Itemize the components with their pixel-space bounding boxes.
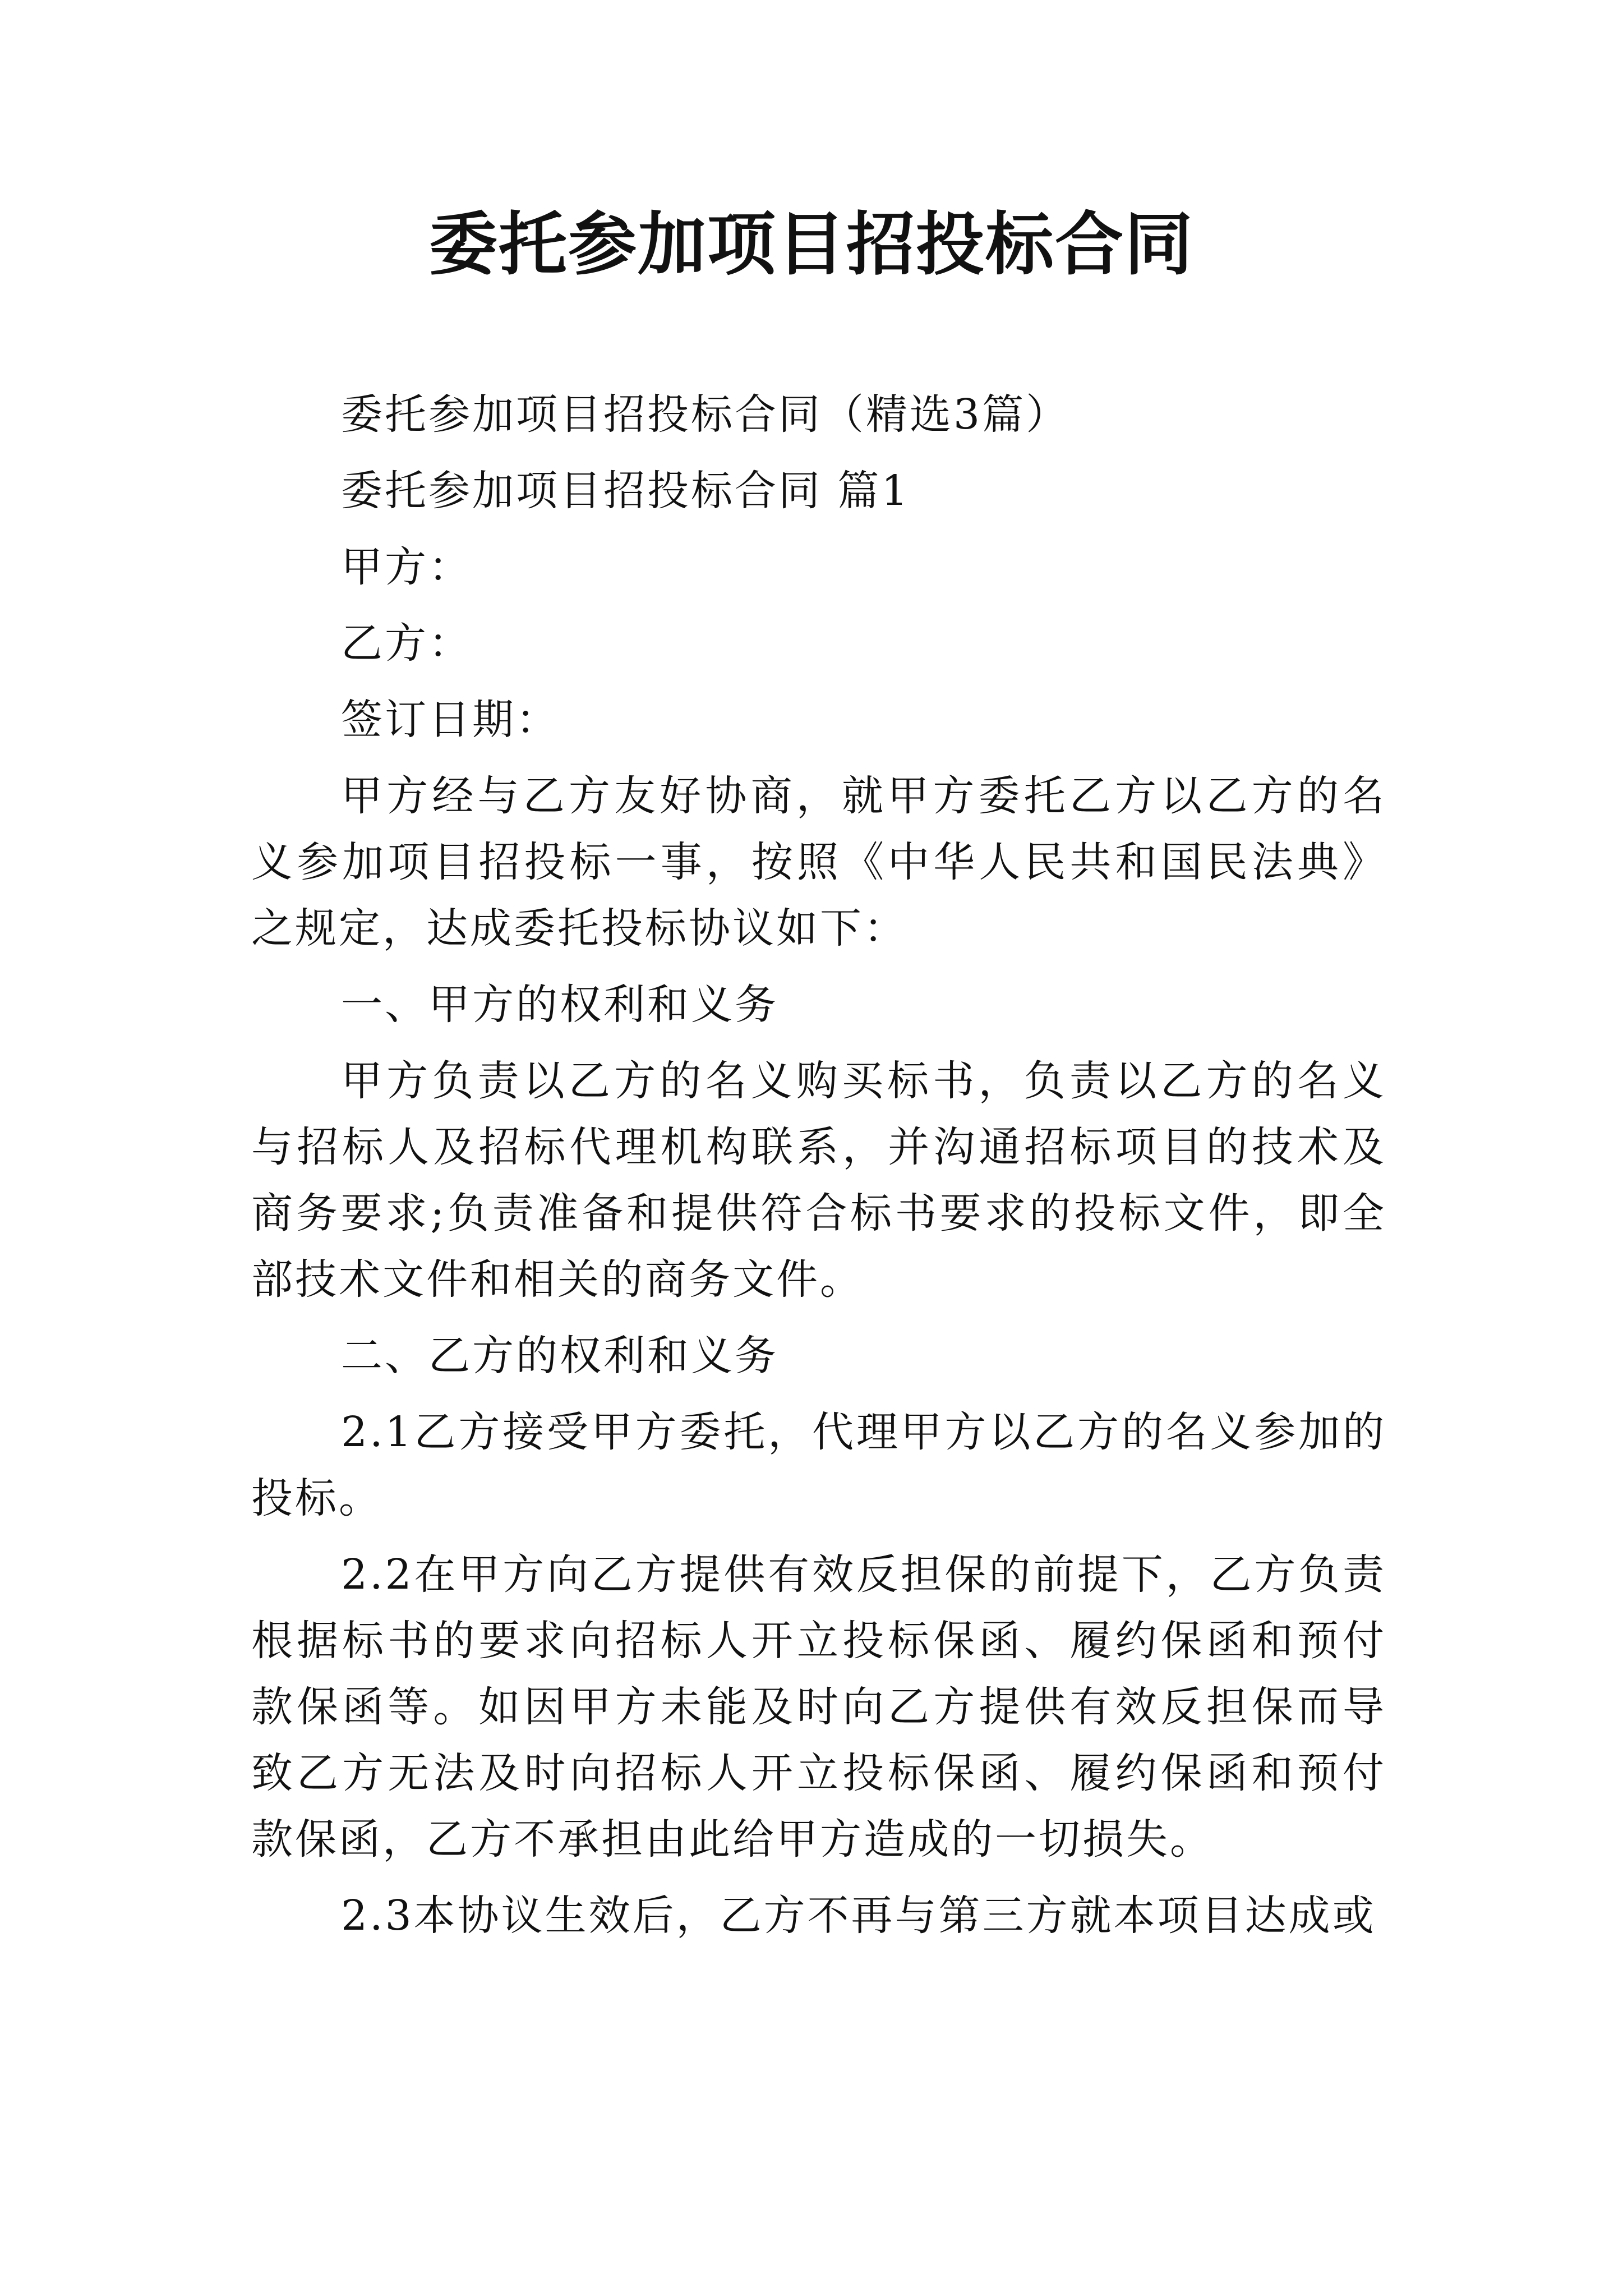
paragraph-section-heading: 委托参加项目招投标合同 篇1 bbox=[341, 467, 910, 515]
paragraph-clause-2-2: 2.2在甲方向乙方提供有效反担保的前提下，乙方负责根据标书的要求向招标人开立投标保函、履约保函和预付款保函等。如因甲方未能及时向乙方提供有效反担保而导致乙方无法及时向招标人开立投标保函、履约保函和预付款保函，乙方不承担由此给甲方造成的一切损失。 bbox=[251, 1550, 1386, 1864]
paragraph-party-a-duties: 甲方负责以乙方的名义购买标书，负责以乙方的名义与招标人及招标代理机构联系，并沟通招标项目的技术及商务要求;负责准备和提供符合标书要求的投标文件，即全部技术文件和相关的商务文件。 bbox=[251, 1057, 1386, 1304]
paragraph-party-a: 甲方： bbox=[341, 543, 472, 591]
paragraph-heading-1: 一、甲方的权利和义务 bbox=[341, 981, 778, 1029]
paragraph-heading-2: 二、乙方的权利和义务 bbox=[341, 1332, 778, 1380]
paragraph-subtitle: 委托参加项目招投标合同（精选3篇） bbox=[341, 390, 1070, 439]
paragraph-intro: 甲方经与乙方友好协商，就甲方委托乙方以乙方的名义参加项目招投标一事，按照《中华人民共和国民法典》之规定，达成委托投标协议如下： bbox=[251, 772, 1386, 953]
paragraph-party-b: 乙方： bbox=[341, 619, 472, 668]
document-body bbox=[251, 381, 1386, 1959]
document-title: 委托参加项目招投标合同 bbox=[429, 204, 1194, 284]
paragraph-clause-2-3: 2.3本协议生效后，乙方不再与第三方就本项目达成或 bbox=[341, 1892, 1376, 1940]
paragraph-clause-2-1: 2.1乙方接受甲方委托，代理甲方以乙方的名义参加的投标。 bbox=[251, 1408, 1386, 1522]
paragraph-sign-date: 签订日期： bbox=[341, 696, 560, 744]
